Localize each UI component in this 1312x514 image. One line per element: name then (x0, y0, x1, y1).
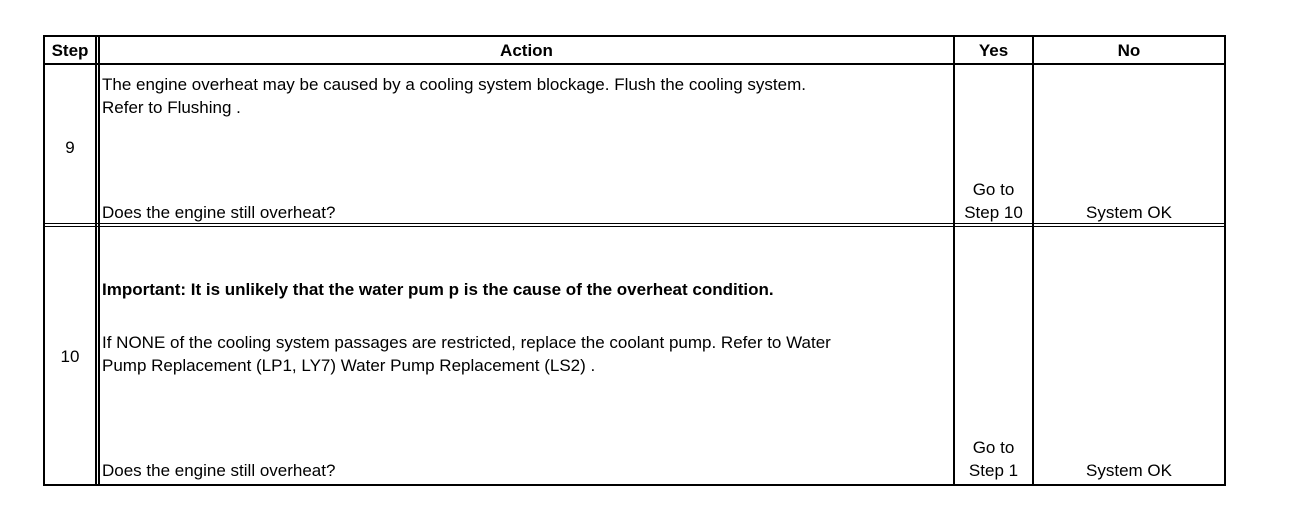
no-result: System OK (1086, 203, 1172, 222)
step-number: 9 (65, 138, 75, 157)
yes-action: Step 1 (968, 461, 1019, 480)
header-step: Step (51, 41, 89, 60)
column-divider (98, 37, 100, 484)
header-no: No (1117, 41, 1141, 60)
yes-action: Go to (972, 180, 1015, 199)
yes-action: Step 10 (964, 203, 1023, 222)
header-yes: Yes (978, 41, 1009, 60)
column-divider (953, 37, 955, 484)
question-text: Does the engine still overheat? (102, 461, 336, 480)
action-text: If NONE of the cooling system passages are restricted, replace the coolant pump. Refer to Water (102, 333, 831, 352)
action-text: Refer to Flushing . (102, 98, 241, 117)
question-text: Does the engine still overheat? (102, 203, 336, 222)
action-text: Pump Replacement (LP1, LY7) Water Pump Replacement (LS2) . (102, 356, 596, 375)
yes-action: Go to (972, 438, 1015, 457)
action-text: The engine overheat may be caused by a cooling system blockage. Flush the cooling system. (102, 75, 806, 94)
diagnostic-table (43, 35, 1226, 486)
header-action: Action (500, 41, 553, 60)
important-note: Important: It is unlikely that the water pum p is the cause of the overheat condition. (102, 280, 774, 299)
column-divider (1032, 37, 1034, 484)
no-result: System OK (1086, 461, 1172, 480)
header-divider (45, 63, 1224, 65)
column-divider (95, 37, 97, 484)
step-number: 10 (60, 347, 80, 366)
